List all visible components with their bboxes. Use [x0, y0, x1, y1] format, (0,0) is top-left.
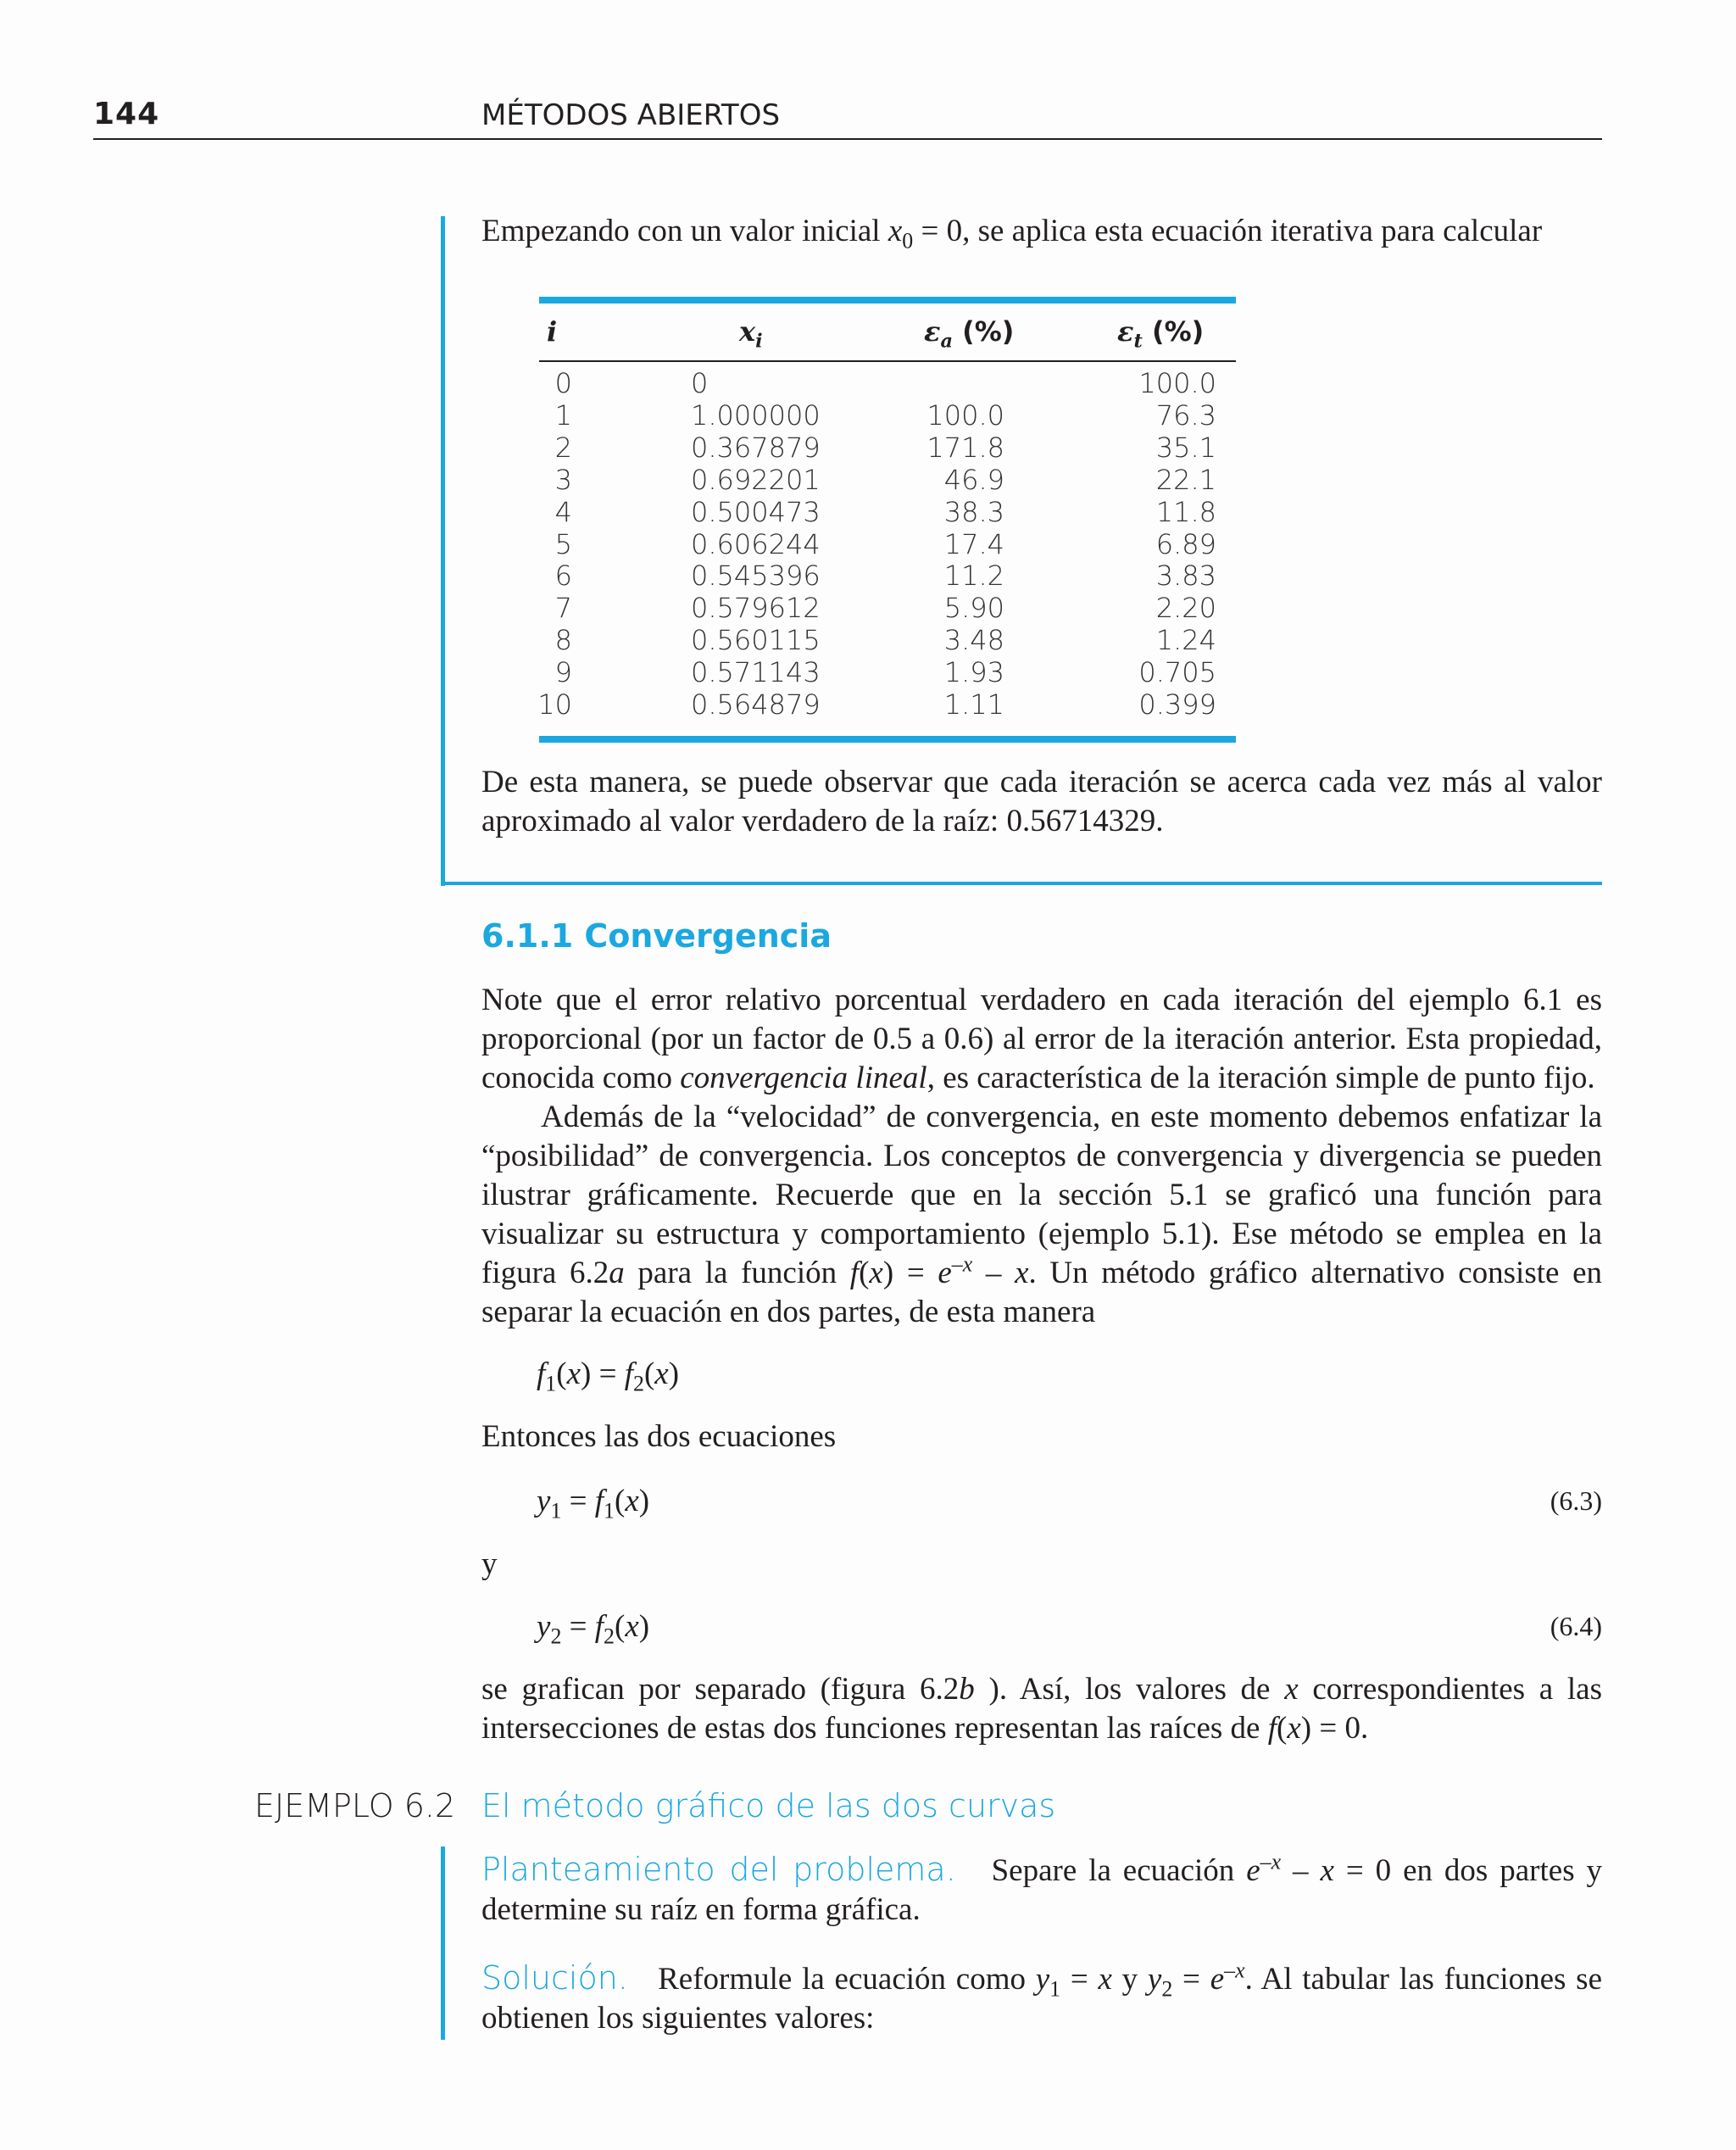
conjunction-y: y — [481, 1546, 498, 1581]
cell-et: 1.24 — [1155, 624, 1216, 657]
example-label: EJEMPLO 6.2 — [254, 1787, 456, 1824]
cell-et: 35.1 — [1155, 431, 1216, 464]
table-row — [0, 624, 1736, 656]
cell-et: 76.3 — [1155, 398, 1216, 432]
cell-x: 0.571143 — [691, 656, 821, 689]
cell-et: 0.399 — [1138, 688, 1216, 721]
problem-lead: Planteamiento del problema. — [481, 1851, 956, 1888]
cell-x: 0.545396 — [691, 560, 821, 593]
example-bottom-rule — [441, 882, 1602, 885]
cell-ea: 3.48 — [943, 624, 1004, 657]
header-i: i — [547, 315, 558, 348]
cell-et: 11.8 — [1155, 495, 1216, 528]
cell-ea: 5.90 — [943, 592, 1004, 625]
cell-i: 0 — [554, 367, 572, 399]
section-title: 6.1.1 Convergencia — [481, 917, 832, 955]
equation-number-6-4: (6.4) — [1550, 1611, 1602, 1641]
cell-x: 0.560115 — [691, 624, 821, 657]
cell-x: 0.367879 — [691, 431, 821, 464]
cell-et: 2.20 — [1155, 592, 1216, 625]
cell-x: 0.500473 — [691, 495, 821, 528]
cell-et: 0.705 — [1138, 656, 1216, 689]
cell-i: 9 — [554, 656, 572, 689]
table-row — [0, 496, 1736, 528]
example-title: El método gráfico de las dos curvas — [481, 1787, 1056, 1824]
cell-x: 0.564879 — [691, 688, 821, 721]
paragraph-1: Note que el error relativo porcentual verdadero en cada iteración del ejemplo 6.1 es proporcional (por un factor de 0.5 a 0.6) al error de la iteración anterior. Esta propiedad, conocida como convergencia lineal, es característica de la iteración simple de punto fijo. — [481, 983, 1602, 1095]
header-x: $x_i$ — [739, 315, 763, 353]
table-row — [0, 464, 1736, 496]
example-side-bar — [441, 1846, 445, 2040]
table-bottom-rule — [539, 736, 1236, 743]
table-row — [0, 560, 1736, 592]
table-row — [0, 399, 1736, 432]
conclusion-paragraph: De esta manera, se puede observar que cada iteración se acerca cada vez más al valor aproximado al valor verdadero de la raíz: 0.56714329. — [481, 765, 1602, 838]
equation-6-4: $y_2 = f_2(x)$ — [537, 1609, 650, 1649]
table-row — [0, 688, 1736, 721]
cell-et: 3.83 — [1155, 560, 1216, 593]
cell-ea: 46.9 — [943, 463, 1004, 496]
equation-number-6-3: (6.3) — [1550, 1485, 1602, 1516]
cell-et: 6.89 — [1155, 527, 1216, 560]
table-top-rule — [539, 297, 1236, 304]
problem-statement: Planteamiento del problema. Separe la ecuación $e^{-x} - x = 0$ en dos partes y determine su raíz en forma gráfica. — [481, 1849, 1603, 1927]
equation-split: $f_1(x) = f_2(x)$ — [537, 1356, 680, 1396]
cell-ea: 17.4 — [943, 527, 1004, 560]
cell-ea: 171.8 — [926, 431, 1004, 464]
table-row — [0, 592, 1736, 624]
cell-i: 6 — [554, 560, 572, 593]
cell-i: 8 — [554, 624, 572, 657]
cell-i: 5 — [554, 527, 572, 560]
page-number: 144 — [93, 97, 160, 131]
intro-sentence: Empezando con un valor inicial $x_0 = 0$, se aplica esta ecuación iterativa para calcular — [481, 214, 1543, 253]
table-row — [0, 432, 1736, 464]
cell-i: 2 — [554, 431, 572, 464]
header-ea: $\varepsilon_a$ (%) — [924, 315, 1015, 353]
cell-x: 0.606244 — [691, 527, 821, 560]
solution-statement: Solución. Reformule la ecuación como $y_1 = x$ y $y_2 = e^{-x}$. Al tabular las funciones se obtienen los siguientes valores: — [481, 1958, 1603, 2036]
header-rule — [93, 138, 1602, 140]
intersection-paragraph: se grafican por separado (figura 6.2b ). Así, los valores de x correspondientes a las intersecciones de estas dos funciones representan las raíces de f(x) = 0. — [481, 1672, 1602, 1746]
cell-ea: 100.0 — [926, 398, 1004, 432]
running-head: MÉTODOS ABIERTOS — [481, 98, 781, 132]
cell-ea: 1.93 — [943, 656, 1004, 689]
cell-x: 0 — [691, 367, 709, 399]
cell-ea: 11.2 — [943, 560, 1004, 593]
header-et: $\varepsilon_t$ (%) — [1117, 315, 1205, 353]
cell-x: 1.000000 — [691, 398, 821, 432]
cell-i: 4 — [554, 495, 572, 528]
equation-6-3: $y_1 = f_1(x)$ — [537, 1484, 650, 1523]
cell-i: 7 — [554, 592, 572, 625]
paragraph-2: Además de la “velocidad” de convergencia, en este momento debemos enfatizar la “posibilidad” de convergencia. Los conceptos de convergencia y divergencia se pueden ilustrar gráficamente. Recuerde que en la sección 5.1 se graficó una función para visualizar su estructura y comportamiento (ejemplo 5.1). Ese método se emplea en la figura 6.2a para la función $f(x) = e^{-x} - x$. Un método gráfico alternativo consiste en separar la ecuación en dos partes, de esta manera — [481, 1100, 1602, 1329]
cell-et: 100.0 — [1138, 367, 1216, 399]
section-body — [481, 981, 1602, 1332]
cell-x: 0.692201 — [691, 463, 821, 496]
cell-x: 0.579612 — [691, 592, 821, 625]
table-row — [0, 656, 1736, 688]
solution-lead: Solución. — [481, 1959, 628, 1997]
cell-i: 3 — [554, 463, 572, 496]
cell-et: 22.1 — [1155, 463, 1216, 496]
cell-i: 10 — [537, 688, 572, 721]
table-header-rule — [539, 360, 1236, 362]
table-row — [0, 528, 1736, 560]
cell-ea: 38.3 — [943, 495, 1004, 528]
cell-i: 1 — [554, 398, 572, 432]
cell-ea: 1.11 — [943, 688, 1004, 721]
entonces-line: Entonces las dos ecuaciones — [481, 1419, 837, 1454]
table-row — [0, 367, 1736, 399]
